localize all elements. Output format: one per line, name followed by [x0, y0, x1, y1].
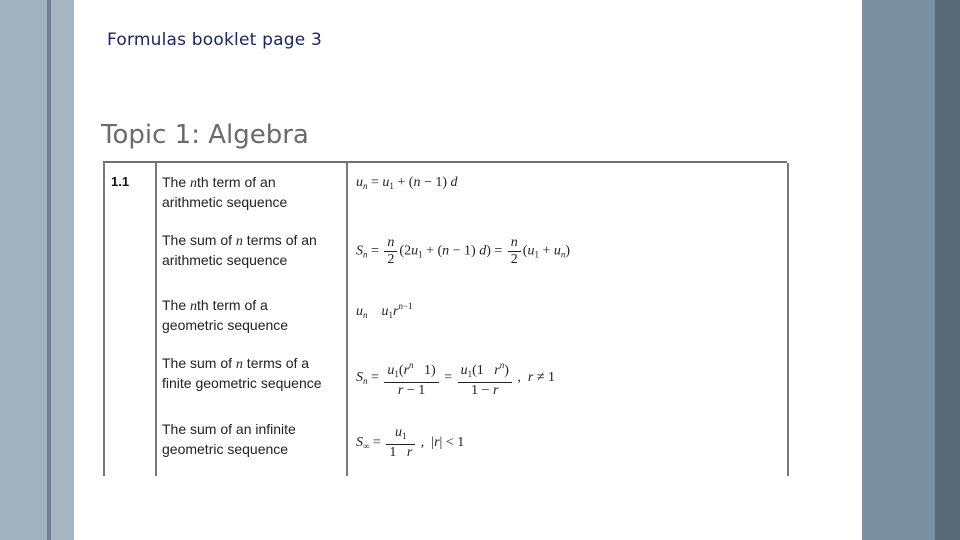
desc-variable: n — [235, 357, 243, 372]
formula-arithmetic-nth-term: $u_n = u_1 + (n - 1)$ d — [356, 175, 458, 191]
desc-text: The sum of — [162, 355, 236, 371]
desc-text: geometric sequence — [162, 441, 289, 457]
desc-text: terms of a — [242, 355, 310, 371]
desc-variable: n — [190, 176, 198, 191]
desc-text: terms of an — [242, 232, 317, 248]
left-background-band — [0, 0, 47, 540]
desc-variable: n — [190, 299, 198, 314]
desc-text: arithmetic sequence — [162, 252, 288, 268]
desc-variable: n — [235, 234, 243, 249]
row-description — [162, 420, 296, 458]
formula-geometric-finite-sum: $S_n$ = $\frac{u_1(r^n 1)}{r - 1}$ = $\frac{u_1(1 r^n)}{1 - r}$ , r ≠ 1 — [356, 357, 555, 399]
slide-title: Formulas booklet page 3 — [107, 30, 322, 50]
desc-text: The — [162, 297, 191, 313]
formula-arithmetic-sum: $S_n$ = $\frac{n}{2}$ $(2u_1 + (n - 1) d)$ = $\frac{n}{2}$ $(u_1 + u_n)$ — [356, 235, 571, 267]
right-background-band — [862, 0, 935, 540]
formula-geometric-infinite-sum: $S_\infty$ = $\frac{u_1}{1 r}$ , |r| < 1 — [356, 425, 465, 460]
desc-text: arithmetic sequence — [162, 194, 288, 210]
desc-text: The sum of — [162, 232, 236, 248]
table-border-right — [787, 163, 789, 476]
left-inner-band — [51, 0, 74, 540]
row-description — [162, 296, 288, 334]
section-number: 1.1 — [111, 174, 130, 189]
desc-text: geometric sequence — [162, 317, 289, 333]
table-border-left — [103, 163, 105, 476]
desc-text: finite geometric sequence — [162, 375, 322, 391]
desc-text: th term of an — [197, 174, 276, 190]
row-description — [162, 354, 322, 392]
desc-text: The — [162, 174, 191, 190]
table-divider-1 — [155, 163, 157, 476]
topic-heading: Topic 1: Algebra — [101, 120, 309, 150]
row-description — [162, 231, 317, 269]
desc-text: th term of a — [197, 297, 268, 313]
table-divider-2 — [346, 163, 348, 476]
right-edge-band — [935, 0, 960, 540]
formula-geometric-nth-term: $u_n$ $u_1r^{n-1}$ — [356, 301, 413, 320]
desc-text: The sum of an infinite — [162, 421, 296, 437]
row-description — [162, 173, 287, 211]
formula-table — [103, 161, 787, 476]
